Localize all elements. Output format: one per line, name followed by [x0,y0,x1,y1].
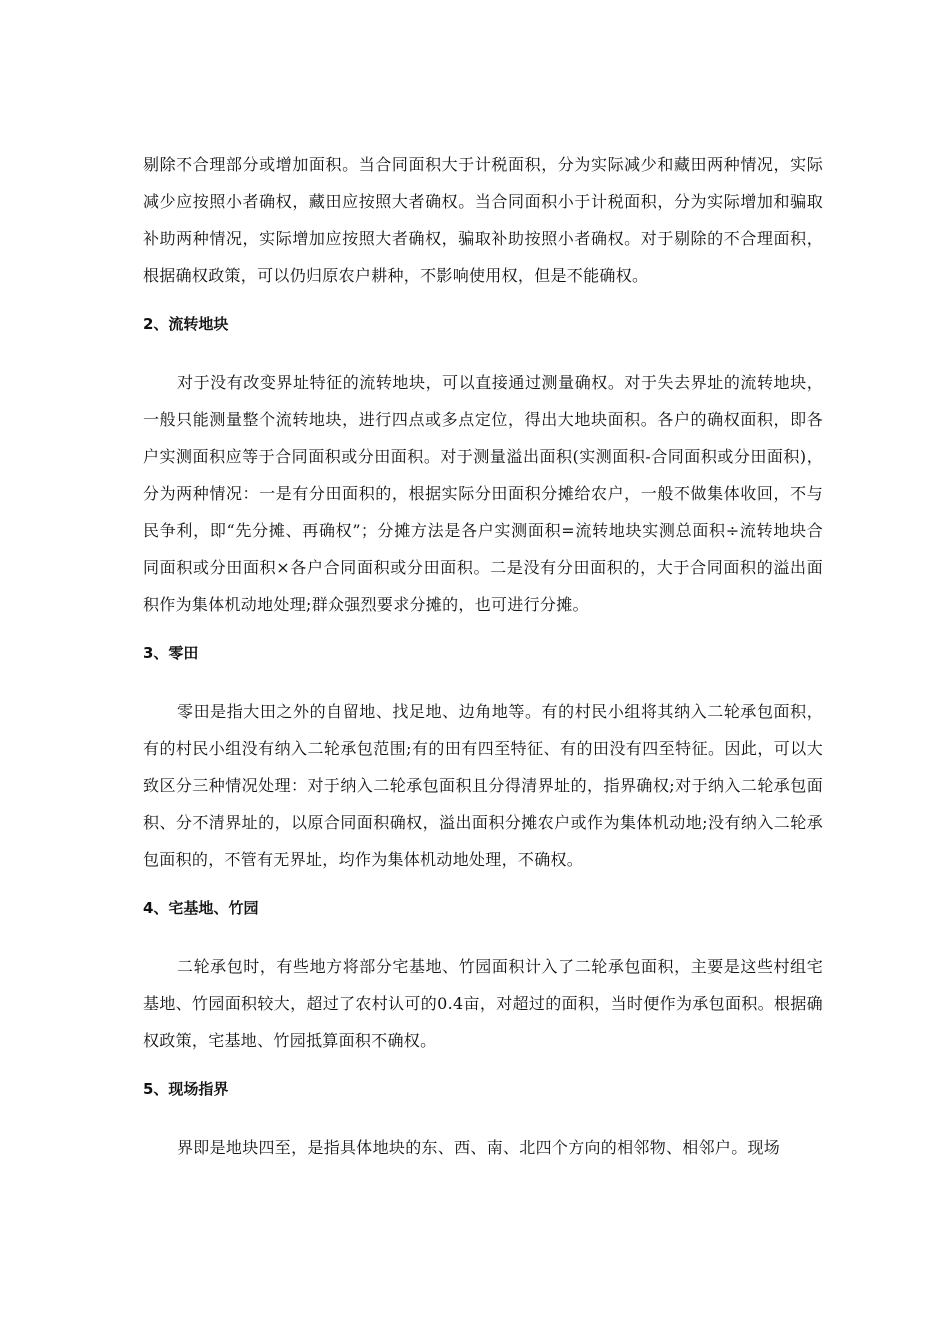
document-body [143,146,823,1166]
section-heading-boundary-marking: 5、现场指界 [143,1080,229,1098]
section-body-circulated-plots: 对于没有改变界址特征的流转地块，可以直接通过测量确权。对于失去界址的流转地块，一般只能测量整个流转地块，进行四点或多点定位，得出大地块面积。各户的确权面积，即各户实测面积应等于合同面积或分田面积。对于测量溢出面积(实测面积-合同面积或分田面积)，分为两种情况：一是有分田面积的，根据实际分田面积分摊给农户，一般不做集体收回，不与民争利，即“先分摊、再确权”；分摊方法是各户实测面积=流转地块实测总面积÷流转地块合同面积或分田面积×各户合同面积或分田面积。二是没有分田面积的，大于合同面积的溢出面积作为集体机动地处理;群众强烈要求分摊的，也可进行分摊。 [143,373,823,614]
section-heading-homestead-bamboo: 4、宅基地、竹园 [143,899,259,917]
section-body-homestead-bamboo: 二轮承包时，有些地方将部分宅基地、竹园面积计入了二轮承包面积，主要是这些村组宅基地、竹园面积较大，超过了农村认可的0.4亩，对超过的面积，当时便作为承包面积。根据确权政策，宅基地、竹园抵算面积不确权。 [143,957,823,1050]
section-body-scattered-fields: 零田是指大田之外的自留地、找足地、边角地等。有的村民小组将其纳入二轮承包面积，有的村民小组没有纳入二轮承包范围;有的田有四至特征、有的田没有四至特征。因此，可以大致区分三种情况处理：对于纳入二轮承包面积且分得清界址的，指界确权;对于纳入二轮承包面积、分不清界址的，以原合同面积确权，溢出面积分摊农户或作为集体机动地;没有纳入二轮承包面积的，不管有无界址，均作为集体机动地处理，不确权。 [143,702,823,869]
intro-paragraph: 剔除不合理部分或增加面积。当合同面积大于计税面积，分为实际减少和藏田两种情况，实际减少应按照小者确权，藏田应按照大者确权。当合同面积小于计税面积，分为实际增加和骗取补助两种情况，实际增加应按照大者确权，骗取补助按照小者确权。对于剔除的不合理面积，根据确权政策，可以仍归原农户耕种，不影响使用权，但是不能确权。 [143,155,823,285]
section-body-boundary-marking: 界即是地块四至，是指具体地块的东、西、南、北四个方向的相邻物、相邻户。现场 [177,1138,781,1157]
section-heading-circulated-plots: 2、流转地块 [143,315,229,333]
section-heading-scattered-fields: 3、零田 [143,644,199,662]
